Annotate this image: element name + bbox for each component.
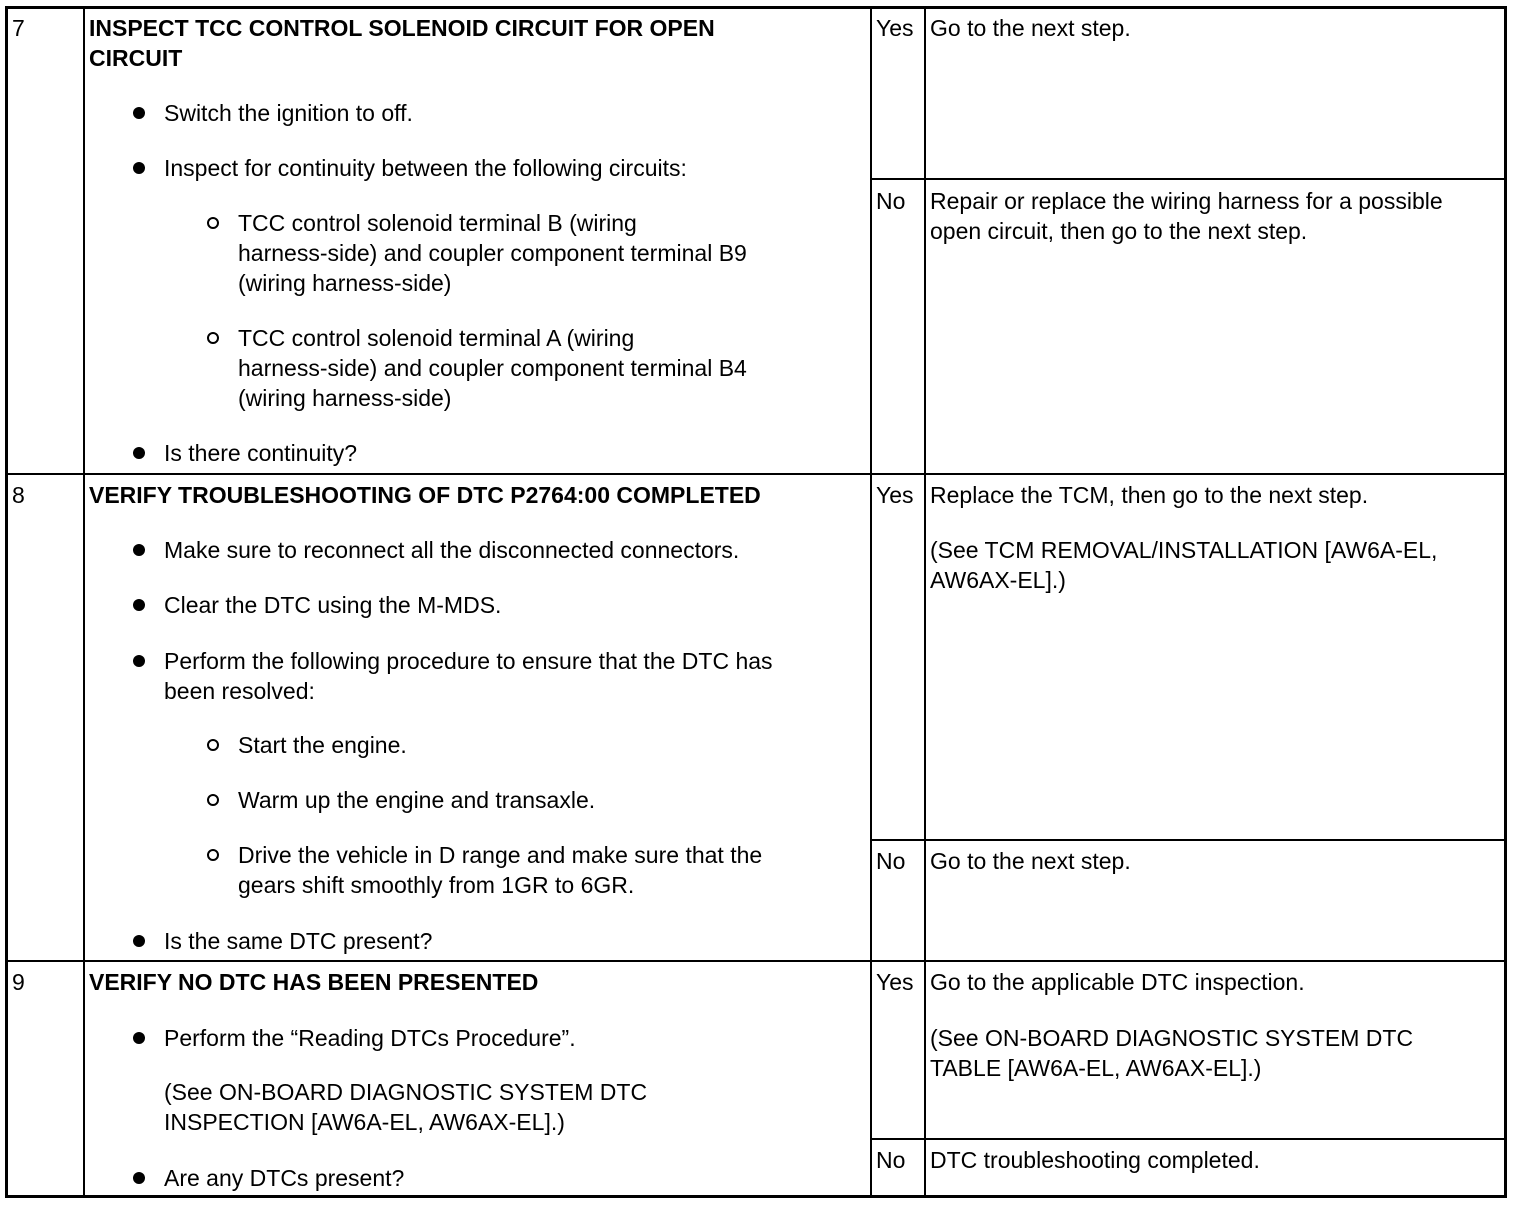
list-item: Perform the following procedure to ensure that the DTC has	[164, 648, 773, 674]
list-item: Make sure to reconnect all the disconnected connectors.	[164, 537, 740, 563]
sub-list-item: TCC control solenoid terminal A (wiring	[238, 325, 635, 351]
list-item: Clear the DTC using the M-MDS.	[164, 592, 502, 618]
step-heading: VERIFY NO DTC HAS BEEN PRESENTED	[89, 969, 539, 995]
sub-bullet-icon	[207, 217, 219, 229]
bullet-icon	[133, 935, 145, 947]
reference-link[interactable]: INSPECTION [AW6A-EL, AW6AX-EL].)	[164, 1109, 565, 1135]
list-item: been resolved:	[164, 678, 315, 704]
yes-action: Replace the TCM, then go to the next step.	[930, 482, 1369, 508]
bullet-icon	[133, 447, 145, 459]
step-heading: CIRCUIT	[89, 45, 183, 71]
list-item: Is there continuity?	[164, 440, 358, 466]
step-number: 7	[12, 15, 25, 41]
sub-list-item: TCC control solenoid terminal B (wiring	[238, 210, 637, 236]
sub-bullet-icon	[207, 332, 219, 344]
list-item: Perform the “Reading DTCs Procedure”.	[164, 1025, 576, 1051]
list-item: Is the same DTC present?	[164, 928, 433, 954]
row-divider	[8, 473, 1504, 475]
yes-action: Go to the next step.	[930, 15, 1131, 41]
yes-no-divider	[870, 178, 1504, 180]
yes-action: Go to the applicable DTC inspection.	[930, 969, 1305, 995]
step-number: 8	[12, 482, 25, 508]
no-action: open circuit, then go to the next step.	[930, 218, 1308, 244]
sub-bullet-icon	[207, 849, 219, 861]
step-number: 9	[12, 969, 25, 995]
list-item: Switch the ignition to off.	[164, 100, 413, 126]
list-item: Inspect for continuity between the following circuits:	[164, 155, 687, 181]
sub-bullet-icon	[207, 794, 219, 806]
sub-list-item: harness-side) and coupler component terminal B9	[238, 240, 747, 266]
yes-label: Yes	[876, 15, 914, 41]
bullet-icon	[133, 162, 145, 174]
no-action: DTC troubleshooting completed.	[930, 1147, 1260, 1173]
row-divider	[8, 960, 1504, 962]
bullet-icon	[133, 599, 145, 611]
yes-reference-link[interactable]: (See ON-BOARD DIAGNOSTIC SYSTEM DTC	[930, 1025, 1414, 1051]
yes-no-divider	[870, 839, 1504, 841]
no-action: Repair or replace the wiring harness for a possible	[930, 188, 1443, 214]
sub-list-item: Warm up the engine and transaxle.	[238, 787, 596, 813]
bullet-icon	[133, 655, 145, 667]
no-label: No	[876, 1147, 906, 1173]
no-label: No	[876, 848, 906, 874]
sub-list-item: (wiring harness-side)	[238, 385, 452, 411]
list-item: Are any DTCs present?	[164, 1165, 405, 1191]
column-divider-step	[83, 9, 85, 1195]
no-action: Go to the next step.	[930, 848, 1131, 874]
yes-label: Yes	[876, 482, 914, 508]
step-heading: INSPECT TCC CONTROL SOLENOID CIRCUIT FOR OPEN	[89, 15, 715, 41]
sub-list-item: Drive the vehicle in D range and make sure that the	[238, 842, 763, 868]
sub-bullet-icon	[207, 739, 219, 751]
reference-link[interactable]: (See ON-BOARD DIAGNOSTIC SYSTEM DTC	[164, 1079, 648, 1105]
column-divider-action	[870, 9, 872, 1195]
bullet-icon	[133, 1172, 145, 1184]
bullet-icon	[133, 1032, 145, 1044]
sub-list-item: Start the engine.	[238, 732, 407, 758]
yes-no-divider	[870, 1138, 1504, 1140]
yes-label: Yes	[876, 969, 914, 995]
no-label: No	[876, 188, 906, 214]
yes-reference-link[interactable]: TABLE [AW6A-EL, AW6AX-EL].)	[930, 1055, 1262, 1081]
column-divider-result	[924, 9, 926, 1195]
step-heading: VERIFY TROUBLESHOOTING OF DTC P2764:00 COMPLETED	[89, 482, 761, 508]
sub-list-item: gears shift smoothly from 1GR to 6GR.	[238, 872, 635, 898]
bullet-icon	[133, 107, 145, 119]
yes-reference-link[interactable]: (See TCM REMOVAL/INSTALLATION [AW6A-EL,	[930, 537, 1438, 563]
bullet-icon	[133, 544, 145, 556]
sub-list-item: harness-side) and coupler component terminal B4	[238, 355, 747, 381]
sub-list-item: (wiring harness-side)	[238, 270, 452, 296]
yes-reference-link[interactable]: AW6AX-EL].)	[930, 567, 1066, 593]
